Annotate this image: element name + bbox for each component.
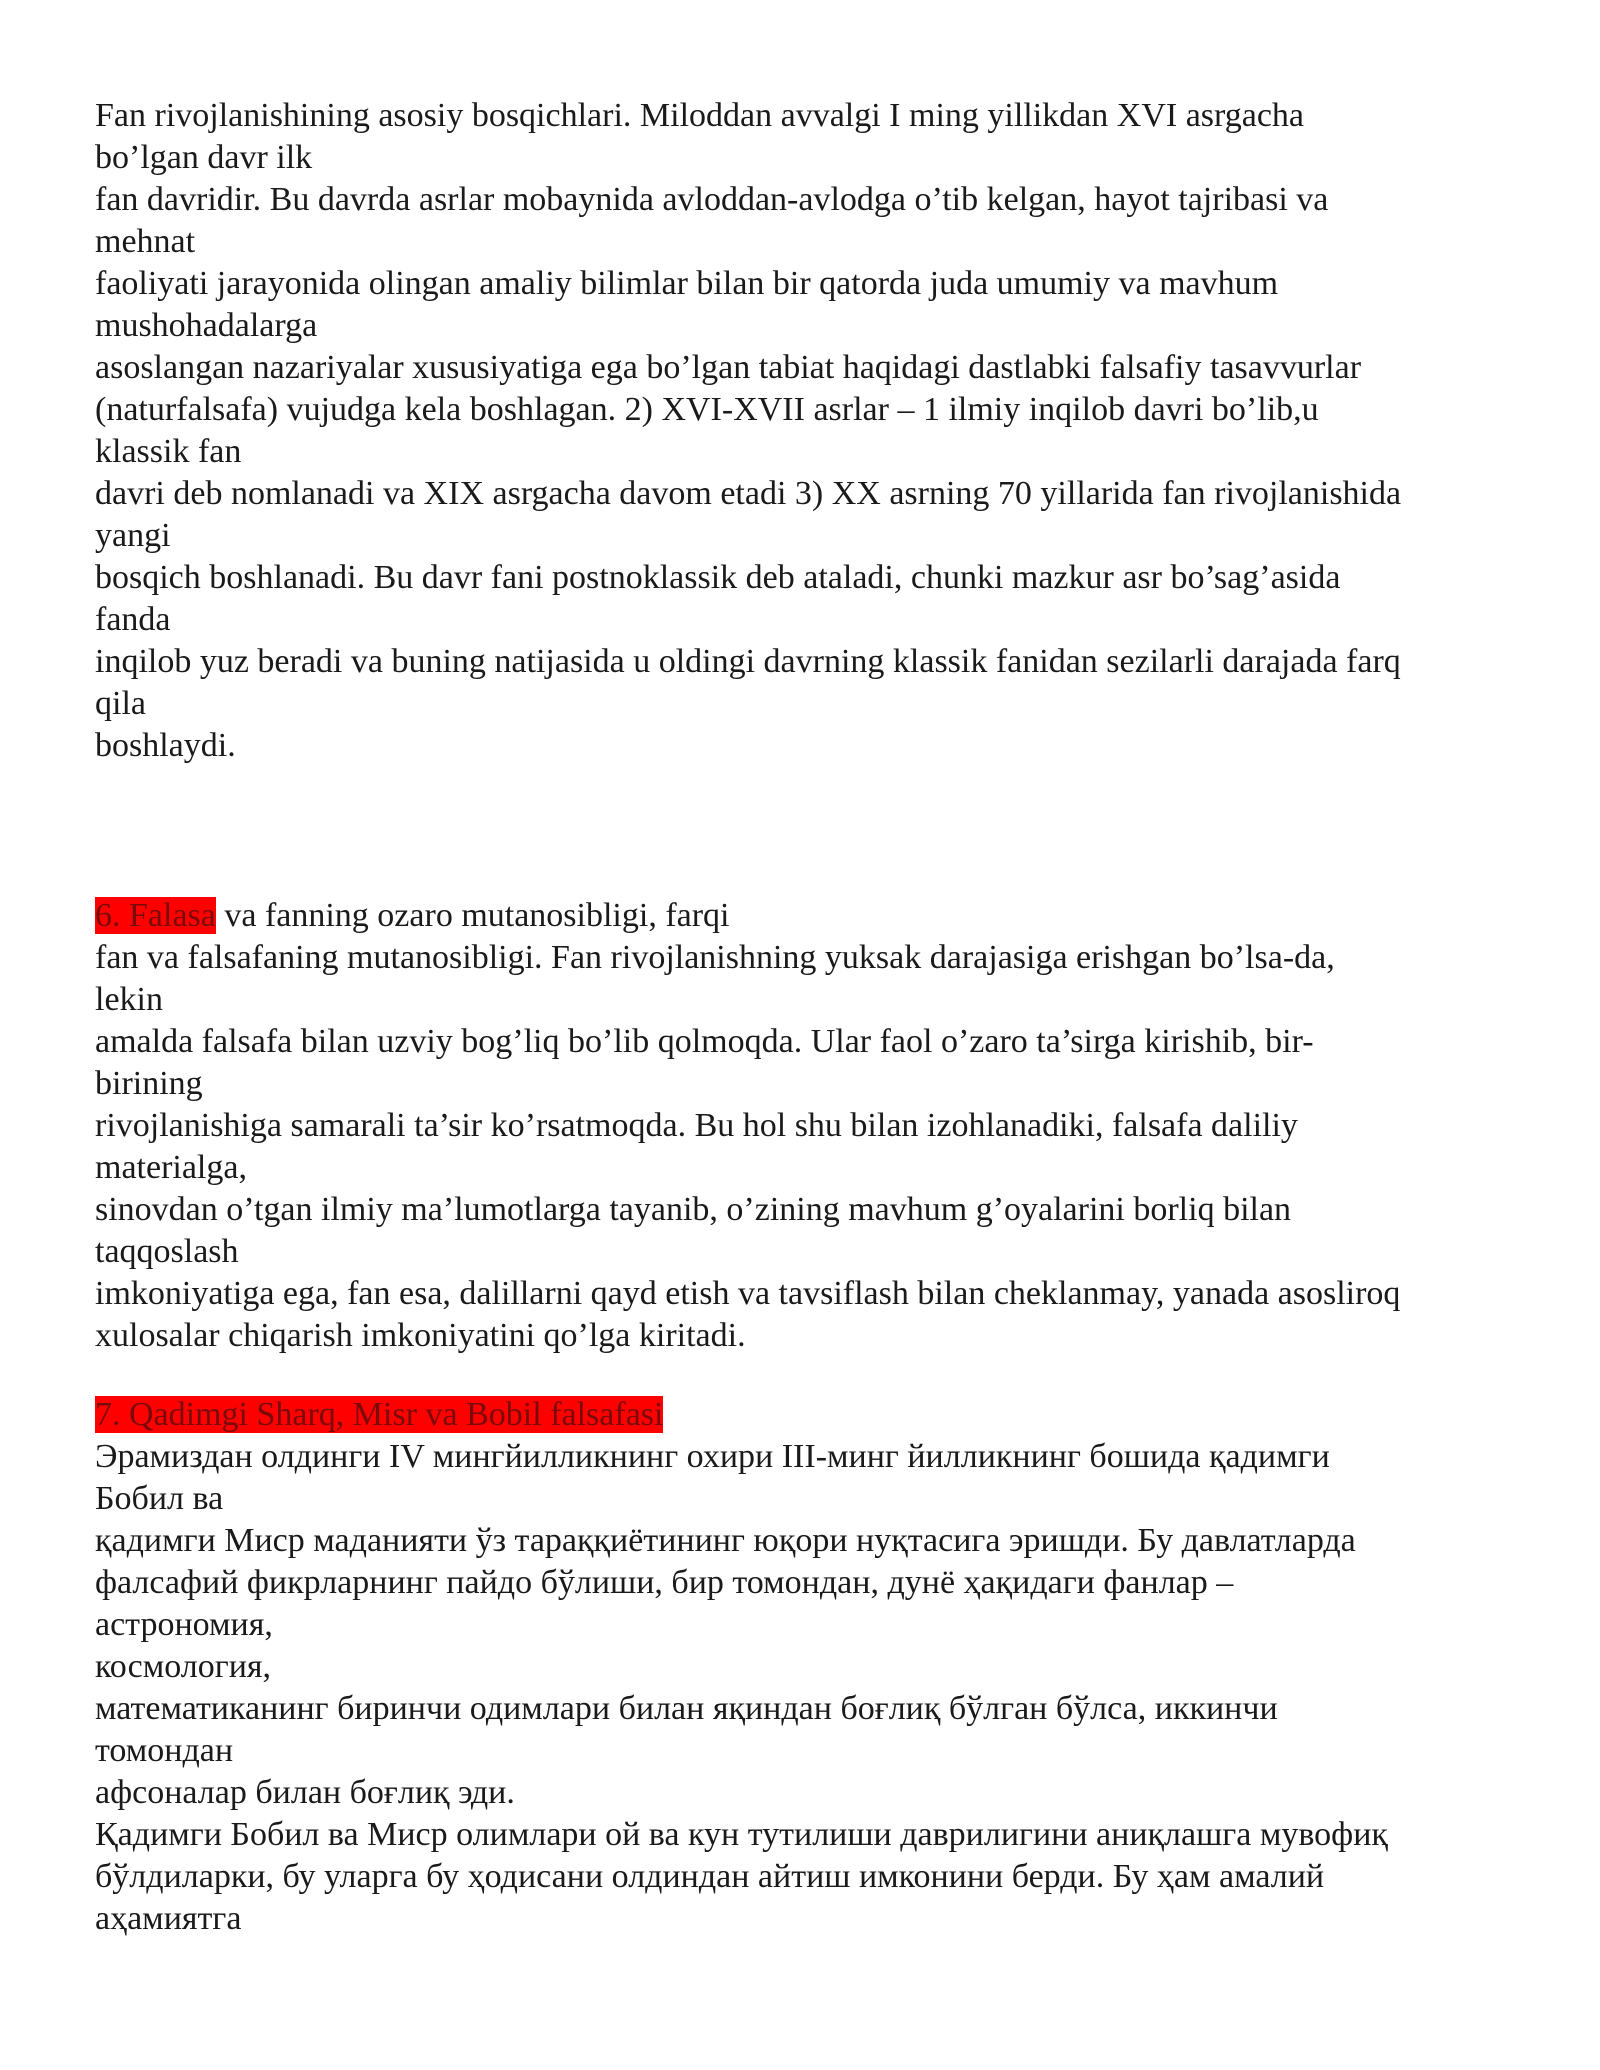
paragraph-line: космология, <box>95 1648 272 1685</box>
paragraph-line: томондан <box>95 1732 234 1769</box>
paragraph-line: lekin <box>95 981 163 1018</box>
paragraph-line: фалсафий фикрларнинг пайдо бўлиши, бир томондан, дунё ҳақидаги фанлар – <box>95 1564 1234 1601</box>
section-6-heading <box>95 895 1525 937</box>
paragraph-line: mushohadalarga <box>95 307 318 344</box>
heading-highlight: 6. Falasa <box>95 897 216 934</box>
paragraph-line: boshlaydi. <box>95 727 236 764</box>
paragraph-line: аҳамиятга <box>95 1900 242 1937</box>
section-intro <box>95 95 1525 767</box>
paragraph-line: Қадимги Бобил ва Миср олимлари ой ва кун тутилиши даврилигини аниқлашга мувофиқ <box>95 1816 1388 1853</box>
paragraph-line: materialga, <box>95 1149 247 1186</box>
heading-highlight: 7. Qadimgi Sharq, Misr va Bobil falsafasi <box>95 1396 664 1433</box>
paragraph-line: бўлдиларки, бу уларга бу ҳодисани олдиндан айтиш имконини берди. Бу ҳам амалий <box>95 1858 1325 1895</box>
paragraph-line: қадимги Миср маданияти ўз тараққиётининг юқори нуқтасига эришди. Бу давлатларда <box>95 1522 1356 1559</box>
paragraph-line: афсоналар билан боғлиқ эди. <box>95 1774 515 1811</box>
paragraph-line: davri deb nomlanadi va XIX asrgacha davom etadi 3) XX asrning 70 yillarida fan rivojlanishida <box>95 475 1402 512</box>
paragraph-line: taqqoslash <box>95 1233 239 1270</box>
paragraph-line: amalda falsafa bilan uzviy bog’liq bo’lib qolmoqda. Ular faol o’zaro ta’sirga kirishib, bir- <box>95 1023 1314 1060</box>
paragraph-line: qila <box>95 685 146 722</box>
paragraph-line: xulosalar chiqarish imkoniyatini qo’lga kiritadi. <box>95 1317 746 1354</box>
paragraph-line: birining <box>95 1065 203 1102</box>
paragraph-line: imkoniyatiga ega, fan esa, dalillarni qayd etish va tavsiflash bilan cheklanmay, yanada asosliroq <box>95 1275 1401 1312</box>
paragraph-line: sinovdan o’tgan ilmiy ma’lumotlarga tayanib, o’zining mavhum g’oyalarini borliq bilan <box>95 1191 1292 1228</box>
section-7 <box>95 1394 1525 1940</box>
paragraph-line: klassik fan <box>95 433 242 470</box>
section-6 <box>95 895 1525 1357</box>
heading-text: va fanning ozaro mutanosibligi, farqi <box>215 897 730 934</box>
paragraph-line: fanda <box>95 601 171 638</box>
paragraph-line: mehnat <box>95 223 196 260</box>
paragraph-line: asoslangan nazariyalar xususiyatiga ega bo’lgan tabiat haqidagi dastlabki falsafiy tasavvurlar <box>95 349 1362 386</box>
paragraph-line: rivojlanishiga samarali ta’sir ko’rsatmoqda. Bu hol shu bilan izohlanadiki, falsafa daliliy <box>95 1107 1298 1144</box>
paragraph-line: faoliyati jarayonida olingan amaliy bilimlar bilan bir qatorda juda umumiy va mavhum <box>95 265 1279 302</box>
paragraph-line: fan davridir. Bu davrda asrlar mobaynida avloddan-avlodga o’tib kelgan, hayot tajribasi va <box>95 181 1329 218</box>
paragraph-line: yangi <box>95 517 171 554</box>
paragraph-line: (naturfalsafa) vujudga kela boshlagan. 2) XVI-XVII asrlar – 1 ilmiy inqilob davri bo’lib,u <box>95 391 1319 428</box>
paragraph-line: bo’lgan davr ilk <box>95 139 313 176</box>
section-7-heading <box>95 1394 1525 1436</box>
paragraph-line: inqilob yuz beradi va buning natijasida u oldingi davrning klassik fanidan sezilarli darajada farq <box>95 643 1401 680</box>
paragraph-line: bosqich boshlanadi. Bu davr fani postnoklassik deb ataladi, chunki mazkur asr bo’sag’asida <box>95 559 1341 596</box>
paragraph-line: астрономия, <box>95 1606 273 1643</box>
paragraph-line: fan va falsafaning mutanosibligi. Fan rivojlanishning yuksak darajasiga erishgan bo’lsa-da, <box>95 939 1335 976</box>
paragraph-line: Бобил ва <box>95 1480 224 1517</box>
paragraph-line: математиканинг биринчи одимлари билан яқиндан боғлиқ бўлган бўлса, иккинчи <box>95 1690 1278 1727</box>
paragraph-line: Эрамиздан олдинги IV мингйилликнинг охири III-минг йилликнинг бошида қадимги <box>95 1438 1330 1475</box>
paragraph-line: Fan rivojlanishining asosiy bosqichlari. Miloddan avvalgi I ming yillikdan XVI asrgacha <box>95 97 1305 134</box>
